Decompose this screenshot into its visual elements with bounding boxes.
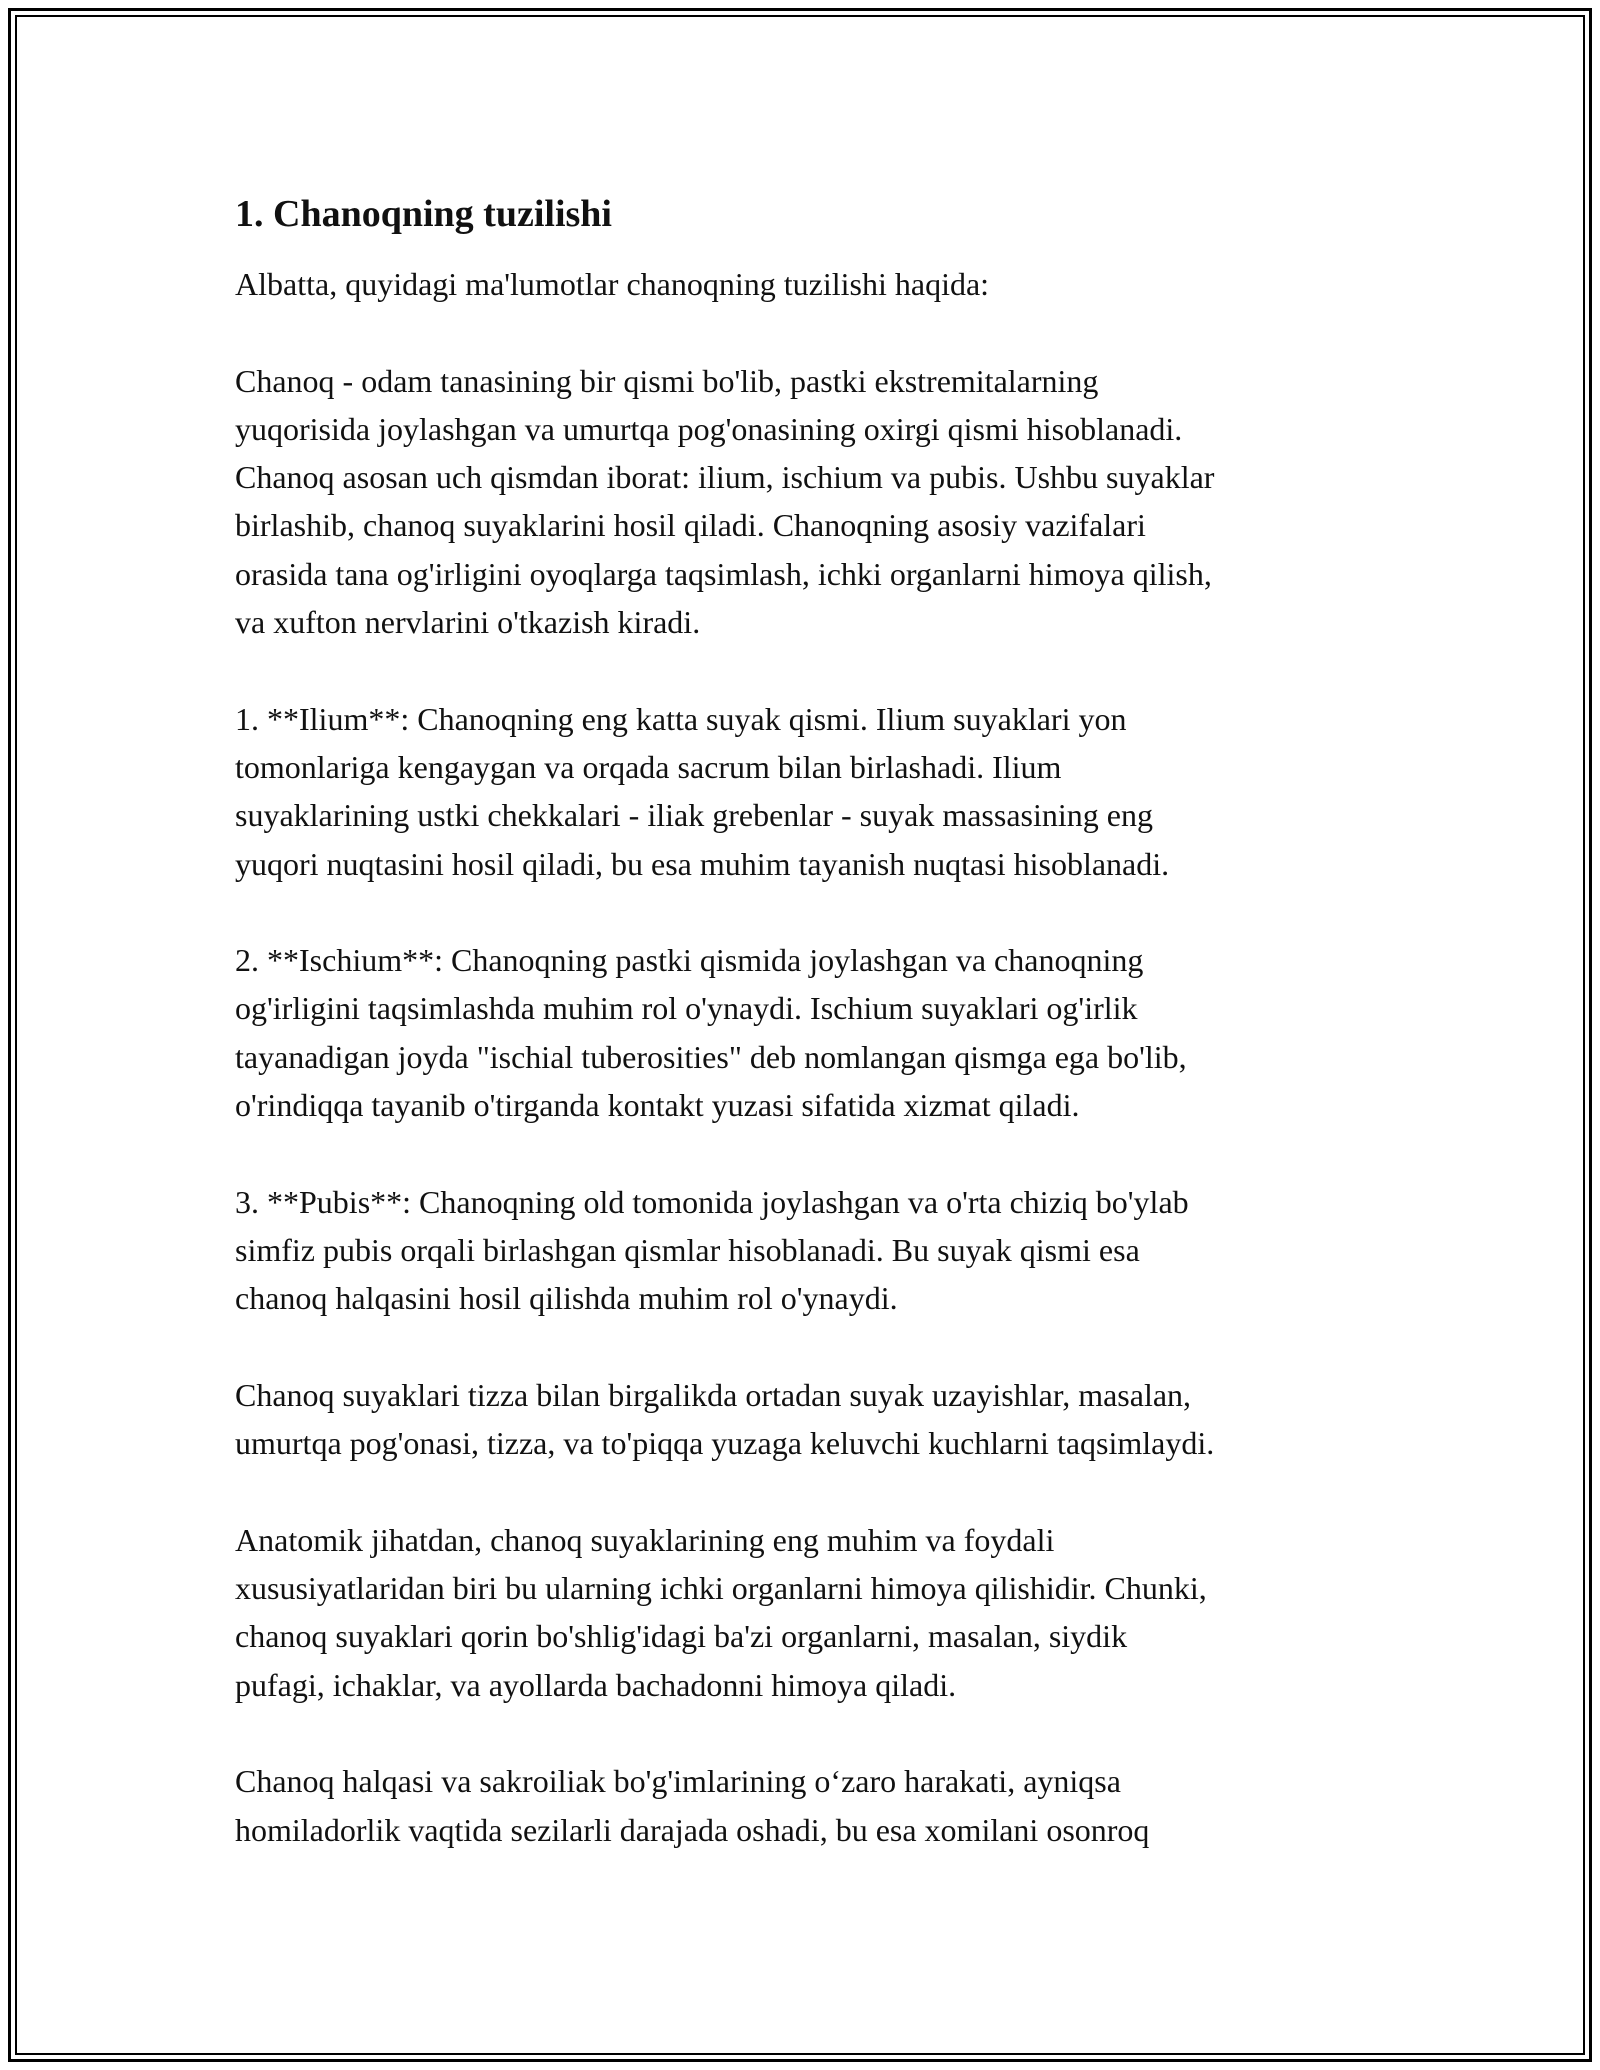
intro-paragraph: Albatta, quyidagi ma'lumotlar chanoqning tuzilishi haqida: bbox=[235, 266, 990, 302]
page-title: 1. Chanoqning tuzilishi bbox=[235, 193, 612, 235]
document-body bbox=[235, 186, 1395, 1854]
overview-paragraph: Chanoq - odam tanasining bir qismi bo'lib, pastki ekstremitalarning yuqorisida joylashgan va umurtqa pog'onasining oxirgi qismi hisoblanadi. Chanoq asosan uch qismdan iborat: ilium, ischium va pubis. Ushbu suyaklar birlashib, chanoq suyaklarini hosil qiladi. Chanoqning asosiy vazifalari orasida tana og'irligini oyoqlarga taqsimlash, ichki organlarni himoya qilish, va xufton nervlarini o'tkazish kiradi. bbox=[235, 362, 1215, 641]
pregnancy-paragraph: Chanoq halqasi va sakroiliak bo'g'imlarining o‘zaro harakati, ayniqsa homiladorlik vaqtida sezilarli darajada oshadi, bu esa xomilani osonroq bbox=[235, 1763, 1150, 1848]
ilium-paragraph: 1. **Ilium**: Chanoqning eng katta suyak qismi. Ilium suyaklari yon tomonlariga kengaygan va orqada sacrum bilan birlashadi. Ilium suyaklarining ustki chekkalari - iliak grebenlar - suyak massasining eng yuqori nuqtasini hosil qiladi, bu esa muhim tayanish nuqtasi hisoblanadi. bbox=[235, 700, 1170, 882]
pubis-paragraph: 3. **Pubis**: Chanoqning old tomonida joylashgan va o'rta chiziq bo'ylab simfiz pubis orqali birlashgan qismlar hisoblanadi. Bu suyak qismi esa chanoq halqasini hosil qilishda muhim rol o'ynaydi. bbox=[235, 1183, 1189, 1317]
ischium-paragraph: 2. **Ischium**: Chanoqning pastki qismida joylashgan va chanoqning og'irligini taqsimlashda muhim rol o'ynaydi. Ischium suyaklari og'irlik tayanadigan joyda "ischial tuberosities" deb nomlangan qismga ega bo'lib, o'rindiqqa tayanib o'tirganda kontakt yuzasi sifatida xizmat qiladi. bbox=[235, 942, 1187, 1124]
protection-paragraph: Anatomik jihatdan, chanoq suyaklarining eng muhim va foydali xususiyatlaridan biri bu ularning ichki organlarni himoya qilishidir. Chunki, chanoq suyaklari qorin bo'shlig'idagi ba'zi organlarni, masalan, siydik pufagi, ichaklar, va ayollarda bachadonni himoya qiladi. bbox=[235, 1521, 1207, 1703]
forces-paragraph: Chanoq suyaklari tizza bilan birgalikda ortadan suyak uzayishlar, masalan, umurtqa pog'onasi, tizza, va to'piqqa yuzaga keluvchi kuchlarni taqsimlaydi. bbox=[235, 1376, 1215, 1462]
